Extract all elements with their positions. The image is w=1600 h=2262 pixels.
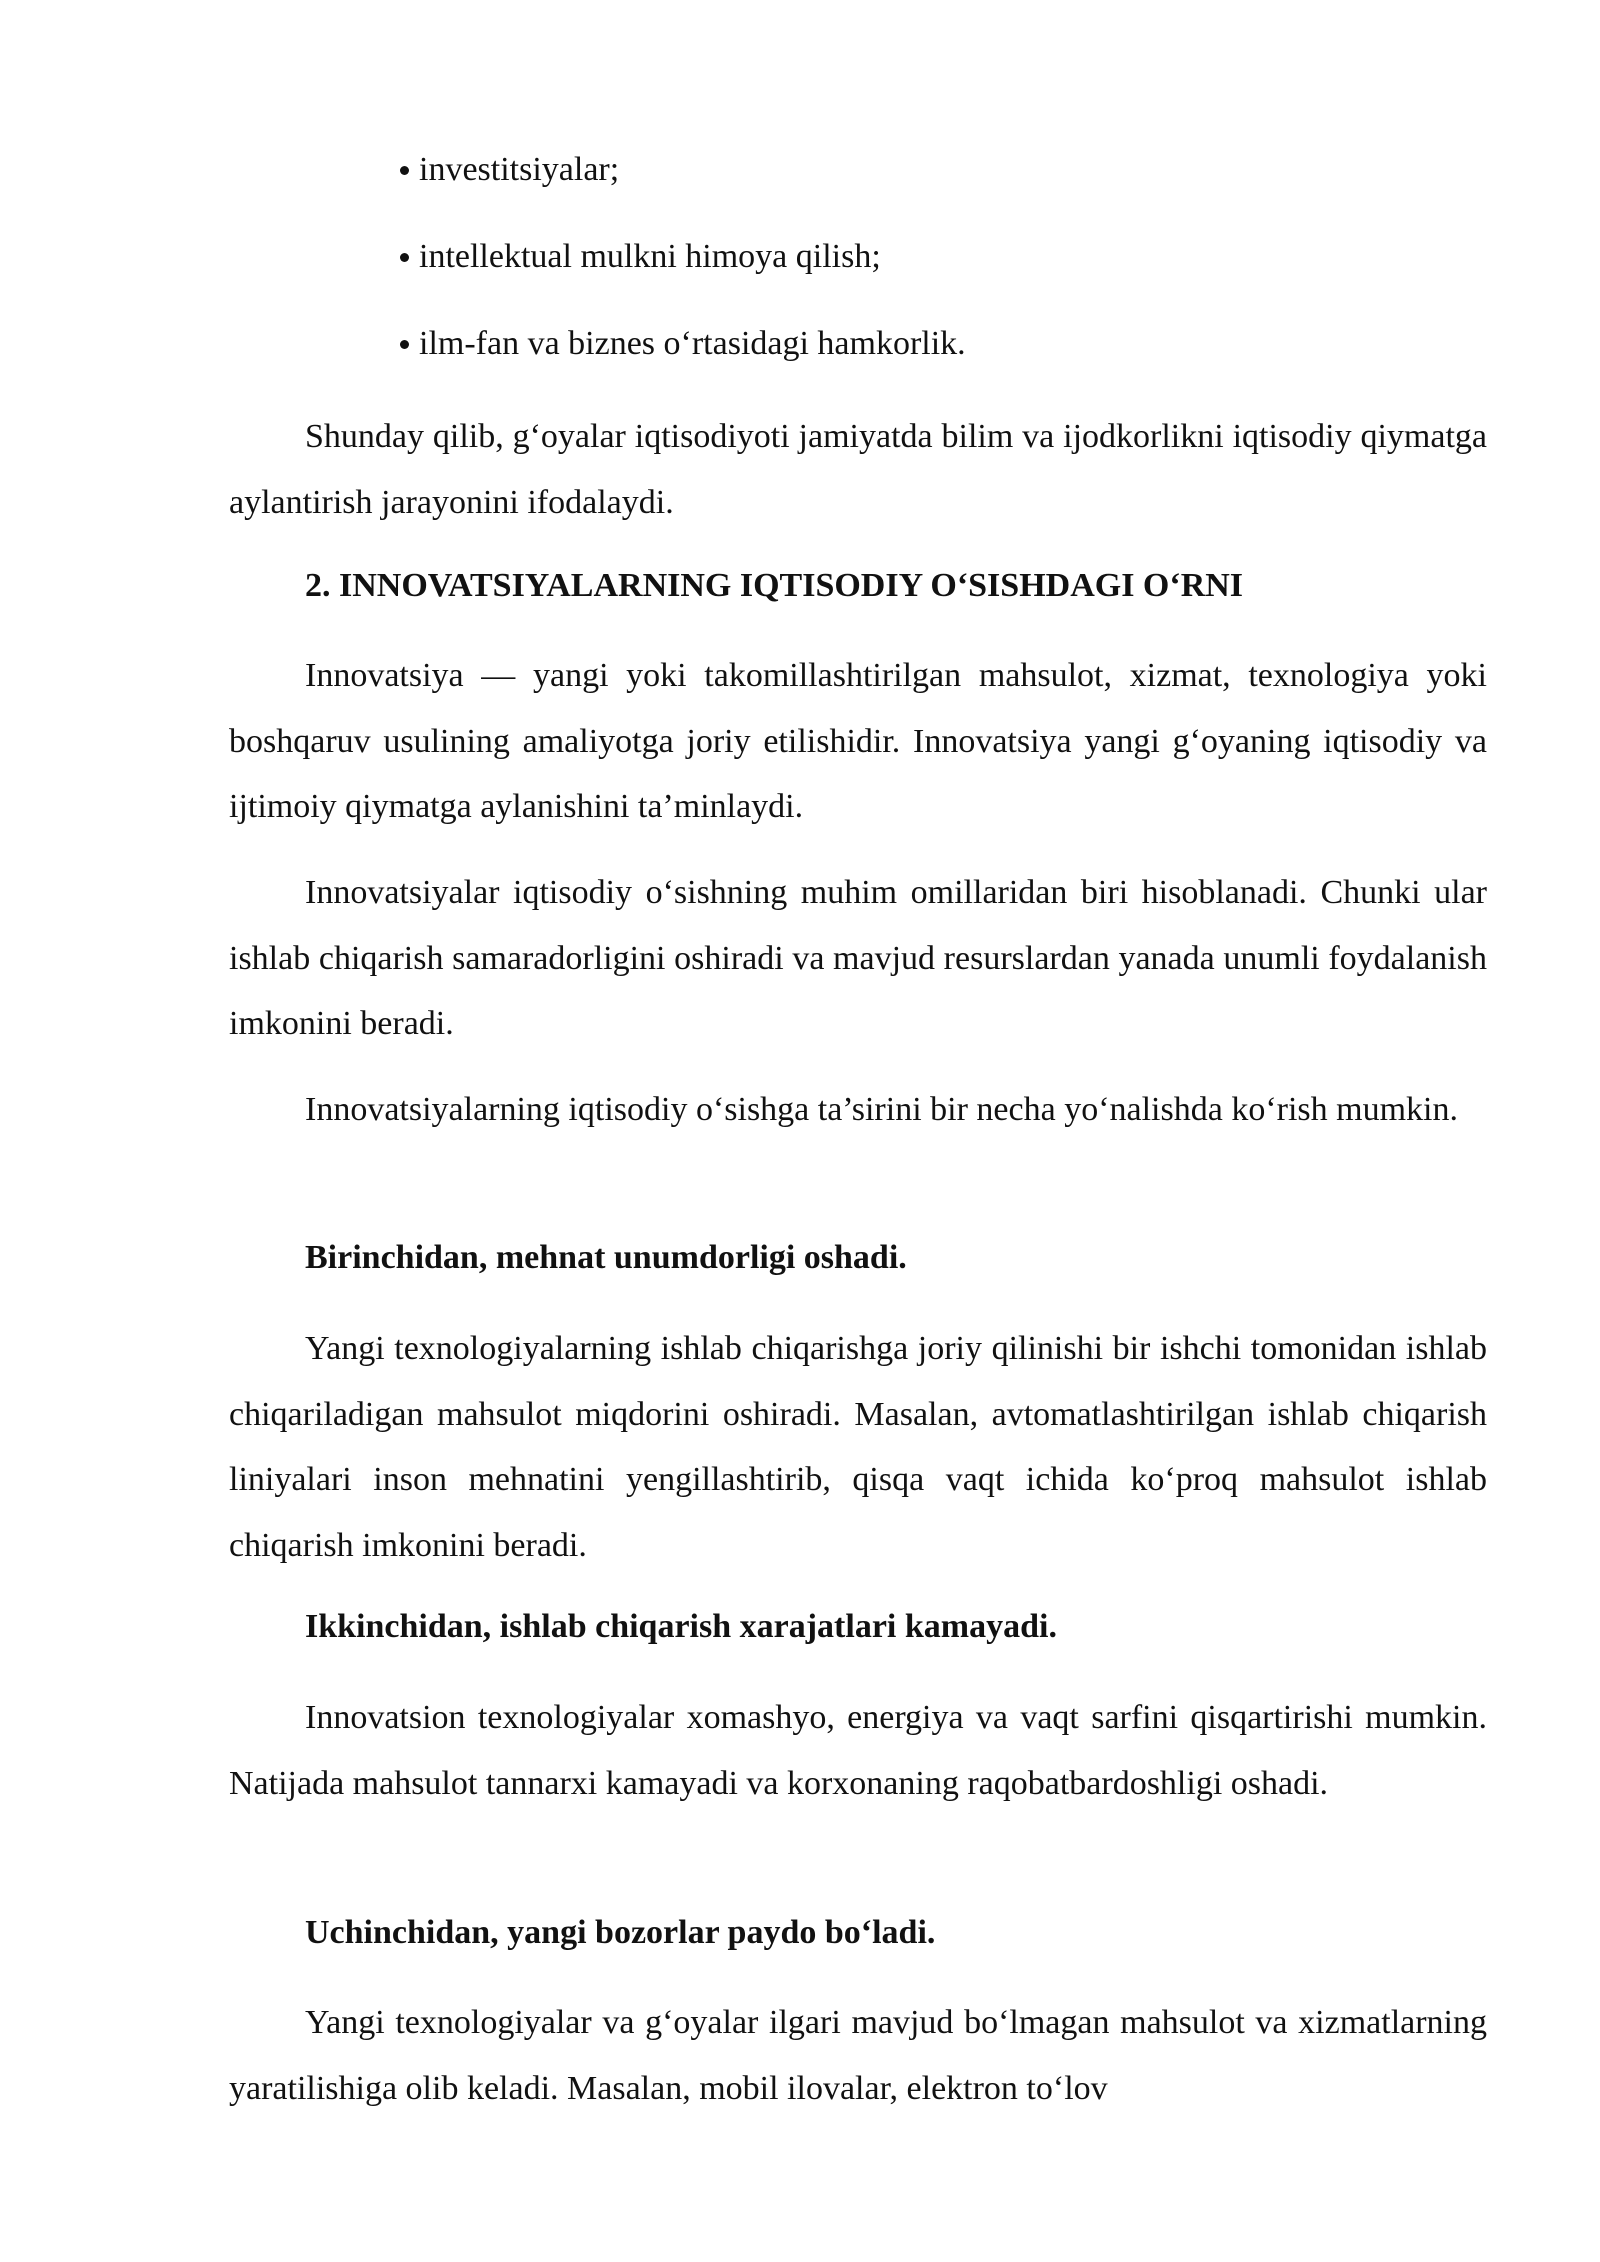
bullet-icon (400, 253, 409, 262)
list-item (400, 324, 966, 411)
bullet-list (400, 150, 966, 411)
bullet-icon (400, 166, 409, 175)
list-item (400, 150, 966, 237)
paragraph-innovation-growth: Innovatsiyalar iqtisodiy o‘sishning muhim omillaridan biri hisoblanadi. Chunki ular ishlab chiqarish samaradorligini oshiradi va mavjud resurslardan yanada unumli foydalanish imkonini beradi. (229, 874, 1487, 1042)
paragraph-summary: Shunday qilib, g‘oyalar iqtisodiyoti jamiyatda bilim va ijodkorlikni iqtisodiy qiymatga aylantirish jarayonini ifodalaydi. (229, 418, 1487, 521)
list-item-text: investitsiyalar; (419, 151, 620, 188)
subheading-third: Uchinchidan, yangi bozorlar paydo bo‘ladi. (305, 1914, 936, 1951)
bullet-icon (400, 340, 409, 349)
paragraph-directions: Innovatsiyalarning iqtisodiy o‘sishga ta’sirini bir necha yo‘nalishda ko‘rish mumkin. (305, 1091, 1458, 1128)
subheading-second: Ikkinchidan, ishlab chiqarish xarajatlari kamayadi. (305, 1608, 1057, 1645)
paragraph-productivity: Yangi texnologiyalarning ishlab chiqarishga joriy qilinishi bir ishchi tomonidan ishlab chiqariladigan mahsulot miqdorini oshiradi. Masalan, avtomatlashtirilgan ishlab chiqarish liniyalari inson mehnatini yengillashtirib, qisqa vaqt ichida ko‘proq mahsulot ishlab chiqarish imkonini beradi. (229, 1330, 1487, 1564)
paragraph-innovation-definition: Innovatsiya — yangi yoki takomillashtirilgan mahsulot, xizmat, texnologiya yoki boshqaruv usulining amaliyotga joriy etilishidir. Innovatsiya yangi g‘oyaning iqtisodiy va ijtimoiy qiymatga aylanishini ta’minlaydi. (229, 657, 1487, 825)
list-item-text: intellektual mulkni himoya qilish; (419, 238, 881, 275)
subheading-first: Birinchidan, mehnat unumdorligi oshadi. (305, 1239, 907, 1276)
list-item (400, 237, 966, 324)
paragraph-new-markets: Yangi texnologiyalar va g‘oyalar ilgari mavjud bo‘lmagan mahsulot va xizmatlarning yaratilishiga olib keladi. Masalan, mobil ilovalar, elektron to‘lov (229, 2004, 1487, 2107)
list-item-text: ilm-fan va biznes o‘rtasidagi hamkorlik. (419, 325, 966, 362)
paragraph-costs: Innovatsion texnologiyalar xomashyo, energiya va vaqt sarfini qisqartirishi mumkin. Natijada mahsulot tannarxi kamayadi va korxonaning raqobatbardoshligi oshadi. (229, 1699, 1487, 1802)
section-heading: 2. INNOVATSIYALARNING IQTISODIY O‘SISHDAGI O‘RNI (305, 567, 1244, 604)
